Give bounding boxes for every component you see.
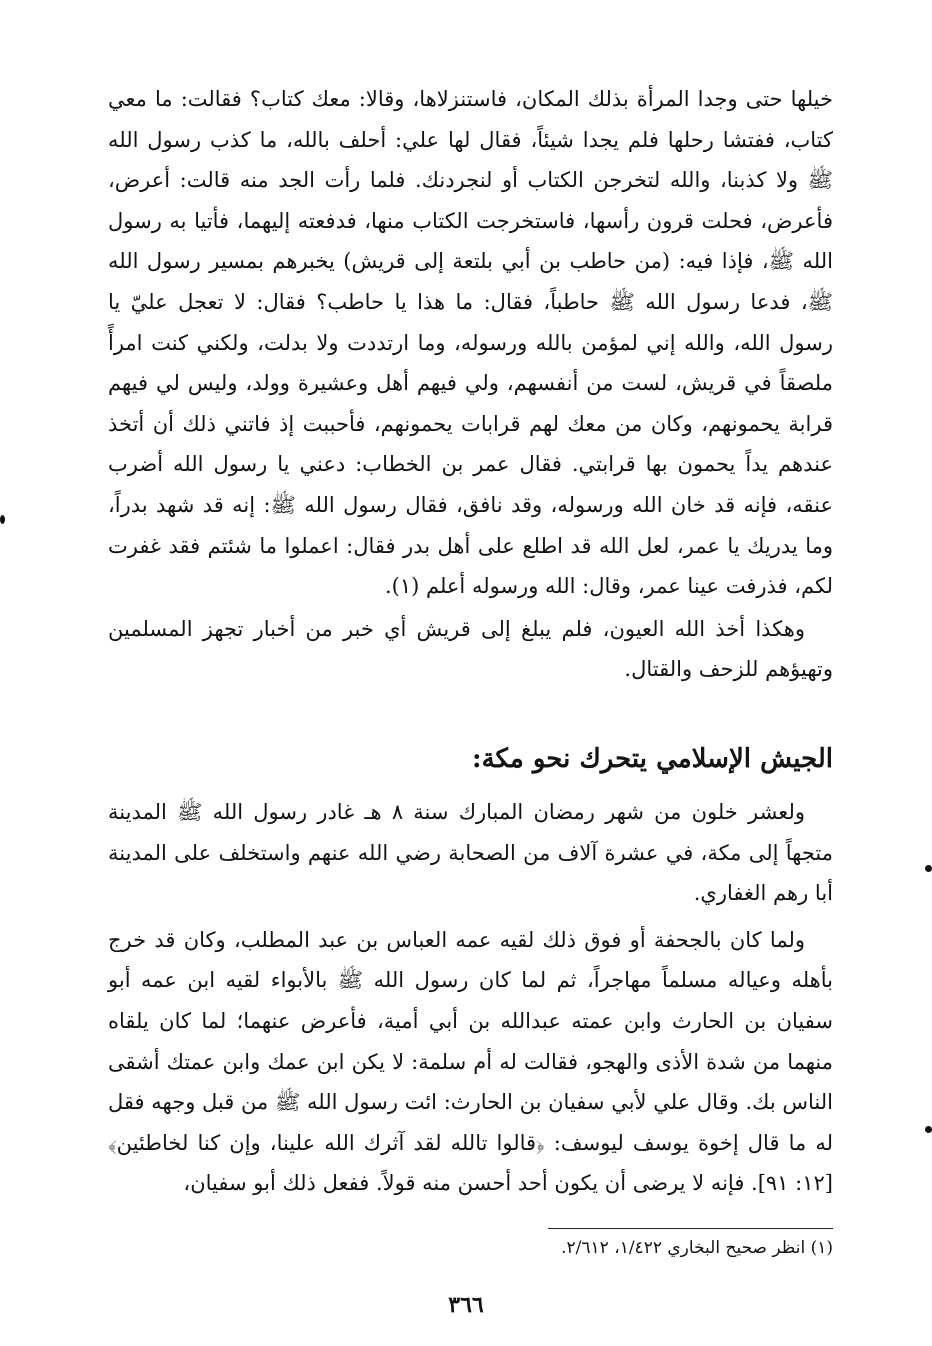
scan-speck <box>925 865 932 872</box>
upper-text-block <box>108 79 833 690</box>
paragraph: وهكذا أخذ الله العيون، فلم يبلغ إلى قريش أي خبر من أخبار تجهز المسلمين وتهيؤهم للزحف والقتال. <box>108 616 833 682</box>
paragraph: ولعشر خلون من شهر رمضان المبارك سنة ٨ هـ غادر رسول الله ﷺ المدينة متجهاً إلى مكة، في عشرة آلاف من الصحابة رضي الله عنهم واستخلف على المدينة أبا رهم الغفاري. <box>108 800 833 906</box>
page-number: ٣٦٦ <box>448 1292 484 1318</box>
footnote-divider <box>548 1228 833 1229</box>
paragraph: ولما كان بالجحفة أو فوق ذلك لقيه عمه العباس بن عبد المطلب، وكان قد خرج بأهله وعياله مسلماً مهاجراً، ثم لما كان رسول الله ﷺ بالأبواء لقيه ابن عمه أبو سفيان بن الحارث وابن عمته عبدالله بن أبي أمية، فأعرض عنهما؛ لما كان يلقاه منهما من شدة الأذى والهجو، فقالت له أم سلمة: لا يكن ابن عمك وابن عمتك أشقى الناس بك. وقال علي لأبي سفيان بن الحارث: ائت رسول الله ﷺ من قبل وجهه فقل له ما قال إخوة يوسف ليوسف: ﴿قالوا تالله لقد آثرك الله علينا، وإن كنا لخاطئين﴾ [١٢: ٩١]. فإنه لا يرضى أن يكون أحد أحسن منه قولاً. ففعل ذلك أبو سفيان، <box>108 927 833 1196</box>
lower-text-block <box>108 792 833 1204</box>
scan-speck <box>0 515 5 524</box>
section-heading: الجيش الإسلامي يتحرك نحو مكة: <box>472 744 833 774</box>
scan-speck <box>925 1126 932 1133</box>
paragraph: خيلها حتى وجدا المرأة بذلك المكان، فاستنزلاها، وقالا: معك كتاب؟ فقالت: ما معي كتاب، ففتشا رحلها فلم يجدا شيئاً، فقال لها علي: أحلف بالله، ما كذب رسول الله ﷺ ولا كذبنا، والله لتخرجن الكتاب أو لنجردنك. فلما رأت الجد منه قالت: أعرض، فأعرض، فحلت قرون رأسها، فاستخرجت الكتاب منها، فدفعته إليهما، فأتيا به رسول الله ﷺ، فإذا فيه: (من حاطب بن أبي بلتعة إلى قريش) يخبرهم بمسير رسول الله ﷺ، فدعا رسول الله ﷺ حاطباً، فقال: ما هذا يا حاطب؟ فقال: لا تعجل عليّ يا رسول الله، والله إني لمؤمن بالله ورسوله، وما ارتددت ولا بدلت، ولكني كنت امرأً ملصقاً في قريش، لست من أنفسهم، ولي فيهم أهل وعشيرة وولد، وليس لي فيهم قرابة يحمونهم، وكان من معك لهم قرابات يحمونهم، فأحببت إذ فاتني ذلك أن أتخذ عندهم يداً يحمون بها قرابتي. فقال عمر بن الخطاب: دعني يا رسول الله أضرب عنقه، فإنه قد خان الله ورسوله، وقد نافق، فقال رسول الله ﷺ: إنه قد شهد بدراً، وما يدريك يا عمر، لعل الله قد اطلع على أهل بدر فقال: اعملوا ما شئتم فقد غفرت لكم، فذرفت عينا عمر، وقال: الله ورسوله أعلم (١). <box>108 87 833 599</box>
footnote: (١) انظر صحيح البخاري ١/٤٢٢، ٢/٦١٢. <box>561 1238 833 1258</box>
